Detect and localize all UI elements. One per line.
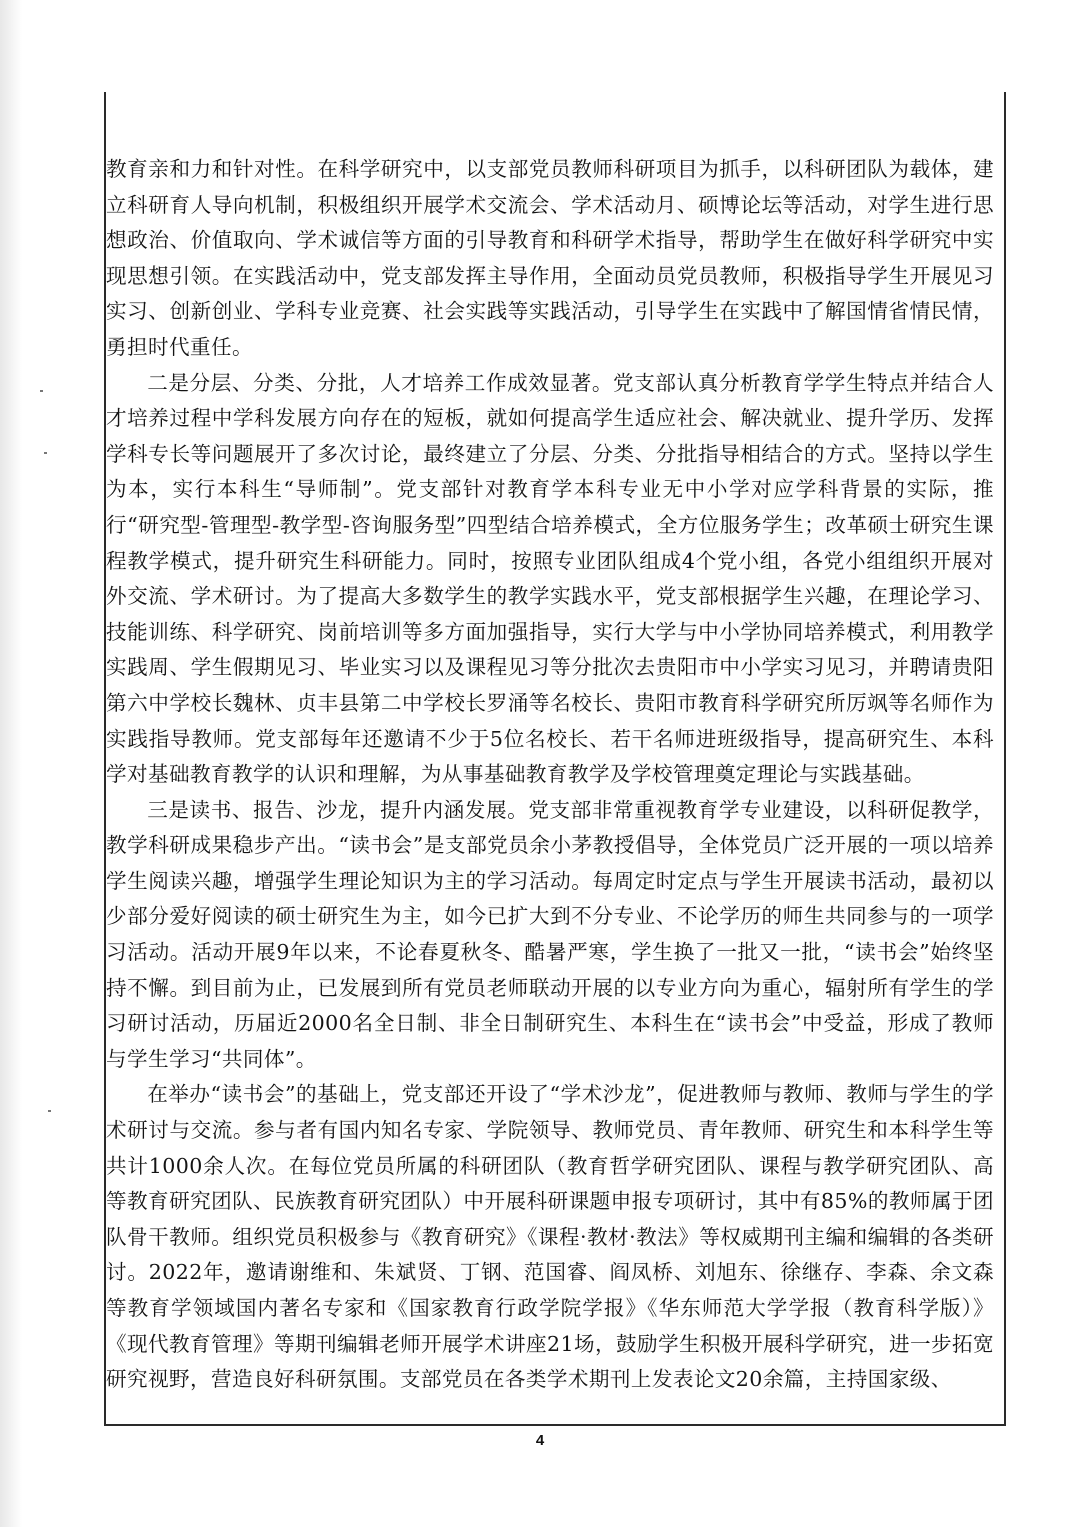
document-body <box>106 152 994 1398</box>
scan-edge-shadow <box>0 0 22 1527</box>
paragraph-continuation: 教育亲和力和针对性。在科学研究中，以支部党员教师科研项目为抓手，以科研团队为载体，建立科研育人导向机制，积极组织开展学术交流会、学术活动月、硕博论坛等活动，对学生进行思想政治、价值取向、学术诚信等方面的引导教育和科研学术指导，帮助学生在做好科学研究中实现思想引领。在实践活动中，党支部发挥主导作用，全面动员党员教师，积极指导学生开展见习实习、创新创业、学科专业竞赛、社会实践等实践活动，引导学生在实践中了解国情省情民情，勇担时代重任。 <box>106 157 994 359</box>
scan-speck <box>44 452 47 454</box>
paragraph-talent-training: 二是分层、分类、分批，人才培养工作成效显著。党支部认真分析教育学学生特点并结合人才培养过程中学科发展方向存在的短板，就如何提高学生适应社会、解决就业、提升学历、发挥学科专长等问题展开了多次讨论，最终建立了分层、分类、分批指导相结合的方式。坚持以学生为本，实行本科生“导师制”。党支部针对教育学本科专业无中小学对应学科背景的实际，推行“研究型-管理型-教学型-咨询服务型”四型结合培养模式，全方位服务学生；改革硕士研究生课程教学模式，提升研究生科研能力。同时，按照专业团队组成4个党小组，各党小组组织开展对外交流、学术研讨。为了提高大多数学生的教学实践水平，党支部根据学生兴趣，在理论学习、技能训练、科学研究、岗前培训等多方面加强指导，实行大学与中小学协同培养模式，利用教学实践周、学生假期见习、毕业实习以及课程见习等分批次去贵阳市中小学实习见习，并聘请贵阳第六中学校长魏林、贞丰县第二中学校长罗涌等名校长、贵阳市教育科学研究所厉飒等名师作为实践指导教师。党支部每年还邀请不少于5位名校长、若干名师进班级指导，提高研究生、本科学对基础教育教学的认识和理解，为从事基础教育教学及学校管理奠定理论与实践基础。 <box>106 370 994 787</box>
scan-speck <box>48 1110 51 1112</box>
paragraph-academic-salon: 在举办“读书会”的基础上，党支部还开设了“学术沙龙”，促进教师与教师、教师与学生的学术研讨与交流。参与者有国内知名专家、学院领导、教师党员、青年教师、研究生和本科学生等共计1000余人次。在每位党员所属的科研团队（教育哲学研究团队、课程与教学研究团队、高等教育研究团队、民族教育研究团队）中开展科研课题申报专项研讨，其中有85%的教师属于团队骨干教师。组织党员积极参与《教育研究》《课程·教材·教法》等权威期刊主编和编辑的各类研讨。2022年，邀请谢维和、朱斌贤、丁钢、范国睿、阎凤桥、刘旭东、徐继存、李森、余文森等教育学领域国内著名专家和《国家教育行政学院学报》《华东师范大学学报（教育科学版）》《现代教育管理》等期刊编辑老师开展学术讲座21场，鼓励学生积极开展科学研究，进一步拓宽研究视野，营造良好科研氛围。支部党员在各类学术期刊上发表论文20余篇，主持国家级、 <box>106 1082 994 1392</box>
scan-speck <box>40 390 43 392</box>
page-number: 4 <box>535 1432 545 1449</box>
paragraph-reading-club: 三是读书、报告、沙龙，提升内涵发展。党支部非常重视教育学专业建设，以科研促教学，教学科研成果稳步产出。“读书会”是支部党员余小茅教授倡导，全体党员广泛开展的一项以培养学生阅读兴趣，增强学生理论知识为主的学习活动。每周定时定点与学生开展读书活动，最初以少部分爱好阅读的硕士研究生为主，如今已扩大到不分专业、不论学历的师生共同参与的一项学习活动。活动开展9年以来，不论春夏秋冬、酷暑严寒，学生换了一批又一批，“读书会”始终坚持不懈。到目前为止，已发展到所有党员老师联动开展的以专业方向为重心，辐射所有学生的学习研讨活动，历届近2000名全日制、非全日制研究生、本科生在“读书会”中受益，形成了教师与学生学习“共同体”。 <box>106 797 994 1071</box>
